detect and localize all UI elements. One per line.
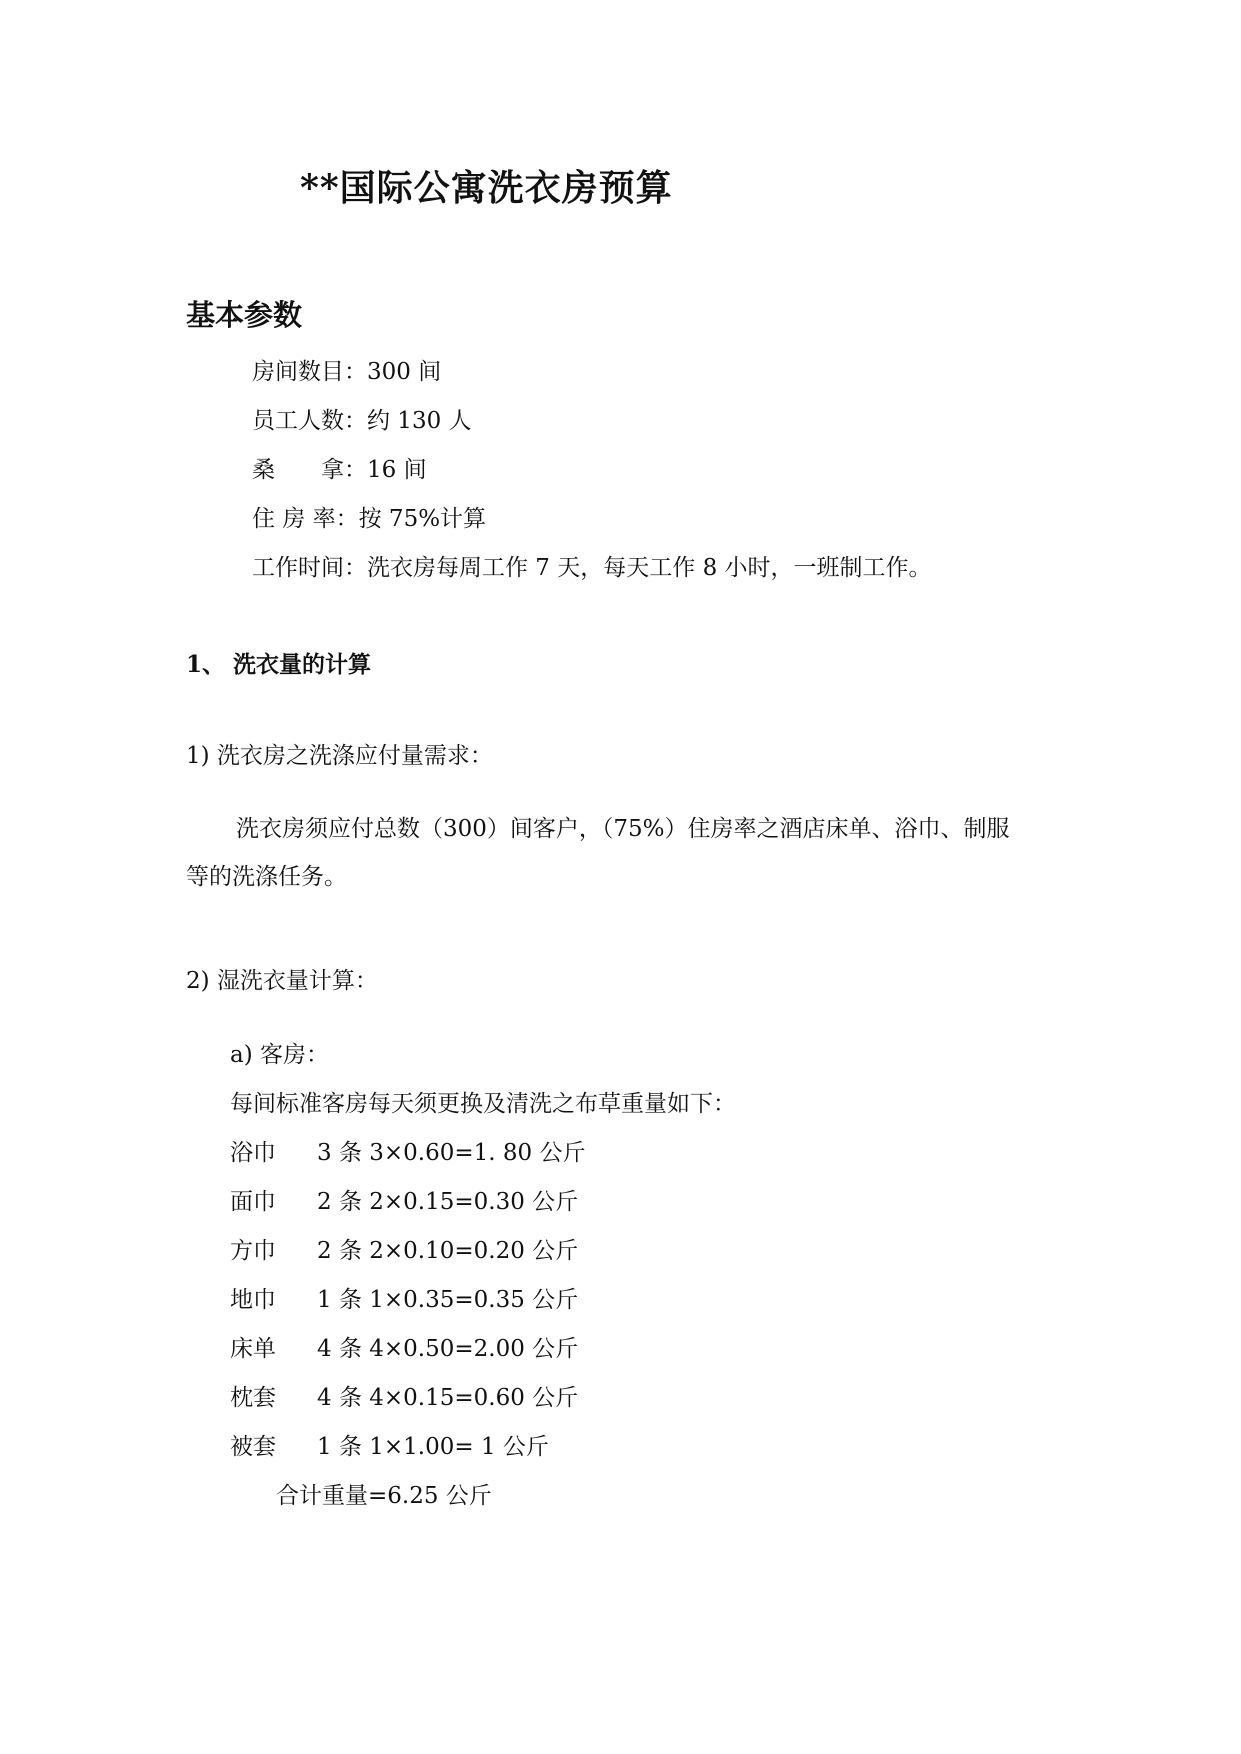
sub1-paragraph-line1: 洗衣房须应付总数（300）间客户，（75%）住房率之酒店床单、浴巾、制服: [236, 816, 1010, 842]
sub2-label: 2) 湿洗衣量计算：: [186, 968, 378, 994]
linen-item-calc: 1 条 1×1.00= 1 公斤: [317, 1434, 549, 1460]
sub2-a-label: a) 客房：: [230, 1042, 329, 1068]
linen-item-calc: 4 条 4×0.15=0.60 公斤: [317, 1385, 579, 1411]
linen-item-calc: 1 条 1×0.35=0.35 公斤: [317, 1287, 579, 1313]
linen-item-name: 床单: [230, 1336, 276, 1362]
linen-item-calc: 4 条 4×0.50=2.00 公斤: [317, 1336, 579, 1362]
linen-item-name: 枕套: [230, 1385, 276, 1411]
sub1-label: 1) 洗衣房之洗涤应付量需求：: [186, 743, 493, 769]
sub2-intro: 每间标准客房每天须更换及清洗之布草重量如下：: [230, 1091, 736, 1117]
linen-item-name: 方巾: [230, 1238, 276, 1264]
sub1-paragraph-line2: 等的洗涤任务。: [186, 864, 347, 890]
param-sauna: 桑 拿：16 间: [252, 457, 427, 483]
linen-item-name: 被套: [230, 1434, 276, 1460]
linen-item-name: 地巾: [230, 1287, 276, 1313]
param-staff-count: 员工人数：约 130 人: [252, 408, 472, 434]
param-work-time: 工作时间：洗衣房每周工作 7 天，每天工作 8 小时，一班制工作。: [252, 555, 932, 581]
linen-item-calc: 3 条 3×0.60=1. 80 公斤: [317, 1140, 586, 1166]
linen-item-name: 面巾: [230, 1189, 276, 1215]
linen-item-name: 浴巾: [230, 1140, 276, 1166]
linen-item-calc: 2 条 2×0.10=0.20 公斤: [317, 1238, 579, 1264]
param-occupancy: 住 房 率：按 75%计算: [252, 506, 487, 532]
basic-params-heading: 基本参数: [186, 298, 303, 332]
total-weight: 合计重量=6.25 公斤: [276, 1483, 492, 1509]
document-title: **国际公寓洗衣房预算: [300, 167, 673, 209]
section1-heading: 1、 洗衣量的计算: [186, 651, 372, 678]
linen-item-calc: 2 条 2×0.15=0.30 公斤: [317, 1189, 579, 1215]
param-room-count: 房间数目：300 间: [252, 359, 442, 385]
